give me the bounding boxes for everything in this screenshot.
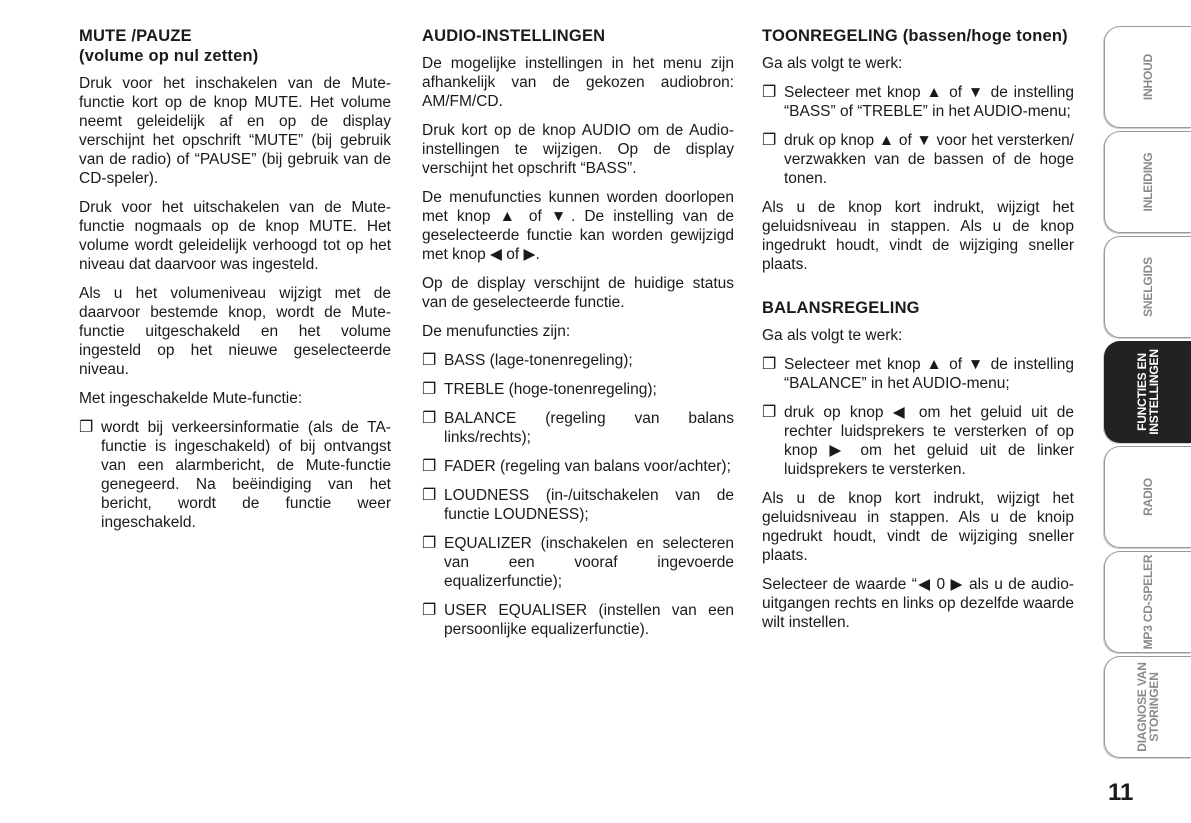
paragraph: Ga als volgt te werk: — [762, 327, 903, 344]
paragraph: Als u de knop kort indrukt, wijzigt het geluidsniveau in stappen. Als u de knop ingedrukt houdt, vindt de wijziging sneller plaats. — [762, 199, 1074, 273]
paragraph: Selecteer de waarde “◀ 0 ▶ als u de audio-uitgangen rechts en links op dezelfde waarde wilt instellen. — [762, 576, 1074, 631]
list-item-text: TREBLE (hoge-tonenregeling); — [444, 381, 657, 398]
checkbox-bullet-icon: ❐ — [422, 381, 437, 398]
tab-label: INHOUD — [1141, 53, 1155, 101]
paragraph: Als u het volumeniveau wijzigt met de daarvoor bestemde knop, wordt de Mute-functie uitgeschakeld en het volume ingesteld op het nieuwe geselecteerde niveau. — [79, 285, 391, 378]
paragraph: De menufuncties zijn: — [422, 323, 571, 340]
tab-label: SNELGIDS — [1141, 257, 1155, 317]
tab-inhoud[interactable] — [1104, 26, 1191, 128]
checkbox-bullet-icon: ❐ — [422, 410, 437, 427]
paragraph: De menufuncties kunnen worden doorlopen met knop ▲ of ▼. De instelling van de geselecteerde functie kan worden gewijzigd met knop ◀ of ▶. — [422, 189, 734, 263]
checkbox-bullet-icon: ❐ — [422, 535, 437, 552]
checkbox-bullet-icon: ❐ — [762, 132, 777, 149]
checkbox-bullet-icon: ❐ — [422, 602, 437, 619]
column-audio-instellingen — [422, 26, 734, 649]
tab-label: RADIO — [1141, 478, 1155, 516]
tab-label: FUNCTIES EN INSTELLINGEN — [1135, 349, 1161, 435]
list-item-text: druk op knop ◀ om het geluid uit de rechter luidsprekers te versterken of op knop ▶ om het geluid uit de linker luidsprekers te versterken. — [784, 404, 1074, 478]
paragraph: Druk voor het inschakelen van de Mute-functie kort op de knop MUTE. Het volume neemt geleidelijk af en op de display verschijnt het opschrift “MUTE” (bij gebruik van de radio) of “PAUSE” (bij gebruik van de CD-speler). — [79, 75, 391, 187]
subheading-text: (volume op nul zetten) — [79, 47, 259, 65]
heading-text: TOONREGELING — [762, 27, 898, 45]
list-item — [422, 486, 734, 524]
paragraph: Druk voor het uitschakelen van de Mute-functie nogmaals op de knop MUTE. Het volume wordt geleidelijk verhoogd tot op het niveau dat daarvoor was ingesteld. — [79, 199, 391, 273]
paragraph: Met ingeschakelde Mute-functie: — [79, 390, 303, 407]
list-item — [422, 534, 734, 591]
tab-label: DIAGNOSE VAN STORINGEN — [1135, 662, 1161, 752]
paragraph: Op de display verschijnt de huidige status van de geselecteerde functie. — [422, 275, 734, 311]
checkbox-bullet-icon: ❐ — [79, 419, 94, 436]
checkbox-bullet-icon: ❐ — [422, 487, 437, 504]
tab-label: MP3 CD-SPELER — [1141, 554, 1155, 650]
tab-inleiding[interactable] — [1104, 131, 1191, 233]
tab-diagnose-van-storingen[interactable] — [1104, 656, 1191, 758]
paragraph: Als u de knop kort indrukt, wijzigt het geluidsniveau in stappen. Als u de knoip ngedrukt houdt, vindt de wijziging sneller plaats. — [762, 490, 1074, 564]
section-heading-balansregeling: BALANSREGELING — [762, 299, 920, 317]
section-tabs — [1104, 26, 1191, 761]
paragraph: Druk kort op de knop AUDIO om de Audio-instellingen te wijzigen. Op de display verschijnt het opschrift “BASS”. — [422, 122, 734, 177]
tab-snelgids[interactable] — [1104, 236, 1191, 338]
list-item-text: FADER (regeling van balans voor/achter); — [444, 458, 731, 475]
paragraph: Ga als volgt te werk: — [762, 55, 903, 72]
checkbox-bullet-icon: ❐ — [422, 458, 437, 475]
checkbox-bullet-icon: ❐ — [762, 404, 777, 421]
section-heading-audio: AUDIO-INSTELLINGEN — [422, 27, 606, 45]
list-item — [762, 403, 1074, 479]
list-item — [422, 601, 734, 639]
list-item — [79, 418, 391, 532]
list-item-text: BALANCE (regeling van balans links/rechts); — [444, 410, 734, 446]
section-heading-mute — [79, 26, 391, 66]
heading-text: MUTE /PAUZE — [79, 27, 192, 45]
list-item — [422, 351, 734, 370]
list-item-text: wordt bij verkeersinformatie (als de TA-functie is ingeschakeld) of bij ontvangst van een alarmbericht, de Mute-functie genegeerd. Na beëindiging van het bericht, wordt de functie weer ingeschakeld. — [101, 419, 391, 531]
checkbox-bullet-icon: ❐ — [762, 356, 777, 373]
list-item-text: Selecteer met knop ▲ of ▼ de instelling “BASS” of “TREBLE” in het AUDIO-menu; — [784, 84, 1074, 120]
tab-label: INLEIDING — [1141, 152, 1155, 212]
heading-suffix-text: (bassen/hoge tonen) — [897, 27, 1068, 45]
list-item-text: EQUALIZER (inschakelen en selecteren van een vooraf ingevoerde equalizerfunctie); — [444, 535, 734, 590]
column-toonregeling — [762, 26, 1074, 642]
tab-functies-en-instellingen[interactable] — [1104, 341, 1191, 443]
column-mute-pauze — [79, 26, 391, 542]
list-item-text: BASS (lage-tonenregeling); — [444, 352, 633, 369]
list-item-text: Selecteer met knop ▲ of ▼ de instelling “BALANCE” in het AUDIO-menu; — [784, 356, 1074, 392]
list-item — [422, 457, 734, 476]
paragraph: De mogelijke instellingen in het menu zijn afhankelijk van de gekozen audiobron: AM/FM/CD. — [422, 55, 734, 110]
page-number: 11 — [1108, 779, 1134, 806]
list-item — [422, 380, 734, 399]
list-item — [762, 355, 1074, 393]
list-item-text: LOUDNESS (in-/uitschakelen van de functie LOUDNESS); — [444, 487, 734, 523]
checkbox-bullet-icon: ❐ — [762, 84, 777, 101]
tab-mp3-cd-speler[interactable] — [1104, 551, 1191, 653]
list-item-text: druk op knop ▲ of ▼ voor het versterken/ verzwakken van de bassen of de hoge tonen. — [784, 132, 1074, 187]
section-heading-toonregeling — [762, 26, 1074, 46]
list-item — [422, 409, 734, 447]
list-item-text: USER EQUALISER (instellen van een persoonlijke equalizerfunctie). — [444, 602, 734, 638]
list-item — [762, 83, 1074, 121]
checkbox-bullet-icon: ❐ — [422, 352, 437, 369]
tab-radio[interactable] — [1104, 446, 1191, 548]
list-item — [762, 131, 1074, 188]
